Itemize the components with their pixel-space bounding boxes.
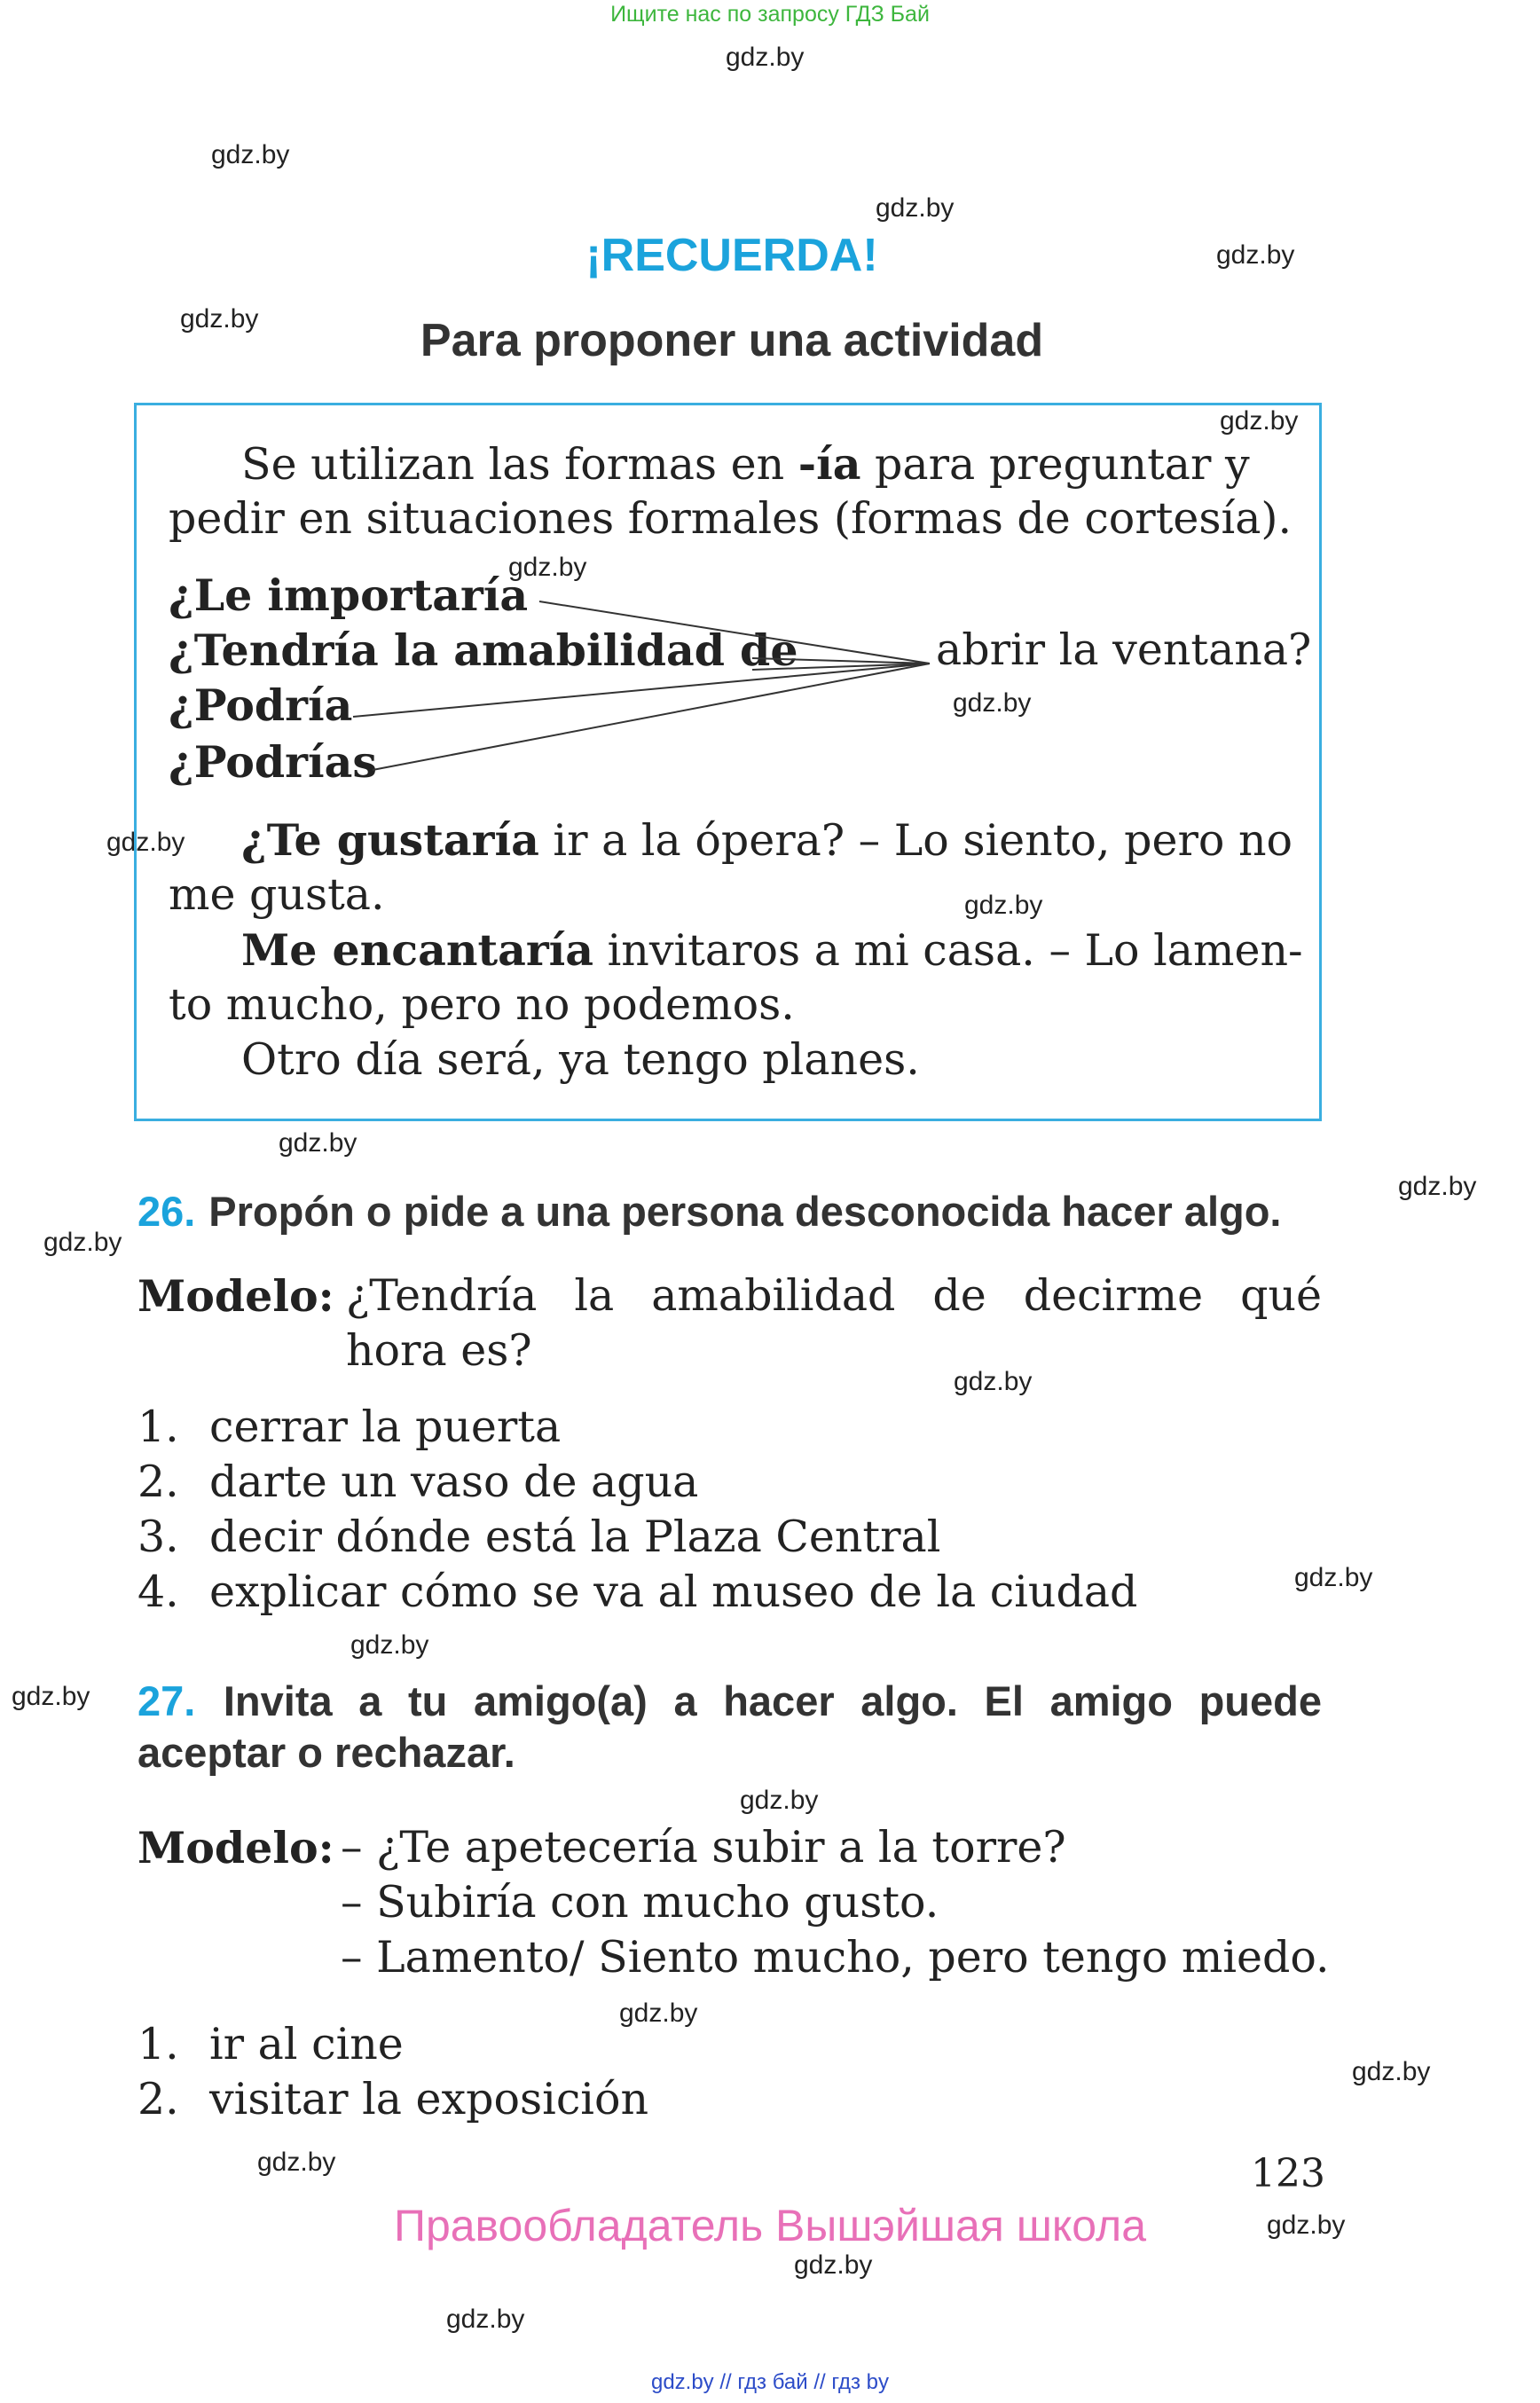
watermark: gdz.by (446, 2305, 525, 2334)
exercise-26-model-line-1: ¿Tendría la amabilidad de decirme qué (346, 1270, 1322, 1321)
watermark: gdz.by (1220, 406, 1299, 436)
copyright-notice: Правообладатель Вышэйшая школа (394, 2201, 1146, 2250)
watermark: gdz.by (740, 1786, 819, 1815)
exercise-27-item: visitar la exposición (209, 2074, 649, 2124)
watermark: gdz.by (953, 688, 1032, 718)
exercise-27-heading: 27. Invita a tu amigo(a) a hacer algo. El amigo puede (138, 1677, 1322, 1724)
watermark: gdz.by (876, 193, 955, 223)
exercise-27-item: ir al cine (209, 2019, 404, 2069)
phrase-tendria: ¿Tendría la amabilidad de (169, 624, 798, 676)
watermark: gdz.by (726, 43, 805, 72)
connector-line (373, 664, 930, 770)
exercise-26-item-num: 2. (138, 1457, 179, 1507)
exercise-26-heading: 26. Propón o pide a una persona desconocida hacer algo. (138, 1188, 1282, 1235)
exercise-26-model-line-2: hora es? (346, 1325, 532, 1376)
phrase-target: abrir la ventana? (936, 624, 1312, 675)
exercise-26-item: decir dónde está la Plaza Central (209, 1512, 941, 1562)
rule-intro-line-2: pedir en situaciones formales (formas de cortesía). (169, 493, 1292, 544)
search-banner: Ищите нас по запросу ГДЗ Бай (610, 2, 930, 27)
watermark: gdz.by (1267, 2211, 1346, 2240)
example-2-line-3: Otro día será, ya tengo planes. (241, 1034, 920, 1085)
watermark: gdz.by (1294, 1563, 1373, 1592)
connector-line (539, 601, 930, 664)
watermark: gdz.by (1398, 1172, 1477, 1201)
watermark: gdz.by (1352, 2057, 1431, 2086)
watermark: gdz.by (43, 1228, 122, 1257)
watermark: gdz.by (211, 140, 290, 169)
recuerda-title: ¡RECUERDA! (585, 230, 878, 281)
exercise-27-model-line: – Subiría con mucho gusto. (341, 1877, 939, 1928)
exercise-26-item-num: 1. (138, 1402, 179, 1452)
phrase-podrias: ¿Podrías (169, 736, 377, 788)
rule-intro-line-1: Se utilizan las formas en -ía para preguntar y (241, 438, 1250, 490)
exercise-26-model-label: Modelo: (138, 1270, 334, 1322)
exercise-27-model-line: – Lamento/ Siento mucho, pero tengo miedo. (341, 1932, 1330, 1983)
exercise-26-item: cerrar la puerta (209, 1402, 562, 1452)
exercise-27-item-num: 2. (138, 2074, 179, 2124)
watermark: gdz.by (954, 1367, 1033, 1396)
exercise-26-item: explicar cómo se va al museo de la ciudad (209, 1567, 1138, 1617)
exercise-27-model-label: Modelo: (138, 1822, 334, 1873)
watermark: gdz.by (794, 2250, 873, 2280)
phrase-le-importaria: ¿Le importaría (169, 569, 529, 621)
watermark: gdz.by (257, 2148, 336, 2177)
exercise-27-heading-line-2: aceptar o rechazar. (138, 1729, 515, 1776)
example-1-line-1: ¿Te gustaría ir a la ópera? – Lo siento, pero no (241, 814, 1293, 866)
watermark: gdz.by (1216, 240, 1295, 270)
watermark: gdz.by (12, 1682, 90, 1711)
exercise-27-model-line: – ¿Te apetecería subir a la torre? (341, 1822, 1066, 1873)
watermark: gdz.by (180, 304, 259, 334)
example-2-line-1: Me encantaría invitaros a mi casa. – Lo lamen- (241, 924, 1303, 976)
example-1-line-2: me gusta. (169, 869, 385, 920)
phrase-podria: ¿Podría (169, 679, 353, 731)
exercise-26-item-num: 4. (138, 1567, 179, 1617)
watermark: gdz.by (279, 1128, 358, 1158)
watermark: gdz.by (964, 891, 1043, 920)
example-2-line-2: to mucho, pero no podemos. (169, 979, 795, 1030)
watermark: gdz.by (350, 1630, 429, 1660)
recuerda-subtitle: Para proponer una actividad (420, 315, 1044, 366)
exercise-26-item: darte un vaso de agua (209, 1457, 699, 1507)
footer-links[interactable]: gdz.by // гдз бай // гдз by (650, 2370, 890, 2394)
watermark: gdz.by (508, 553, 587, 582)
watermark: gdz.by (106, 828, 185, 857)
watermark: gdz.by (619, 1999, 698, 2028)
exercise-27-item-num: 1. (138, 2019, 179, 2069)
page-number: 123 (1251, 2151, 1325, 2196)
exercise-26-item-num: 3. (138, 1512, 179, 1562)
connector-line (353, 664, 930, 717)
